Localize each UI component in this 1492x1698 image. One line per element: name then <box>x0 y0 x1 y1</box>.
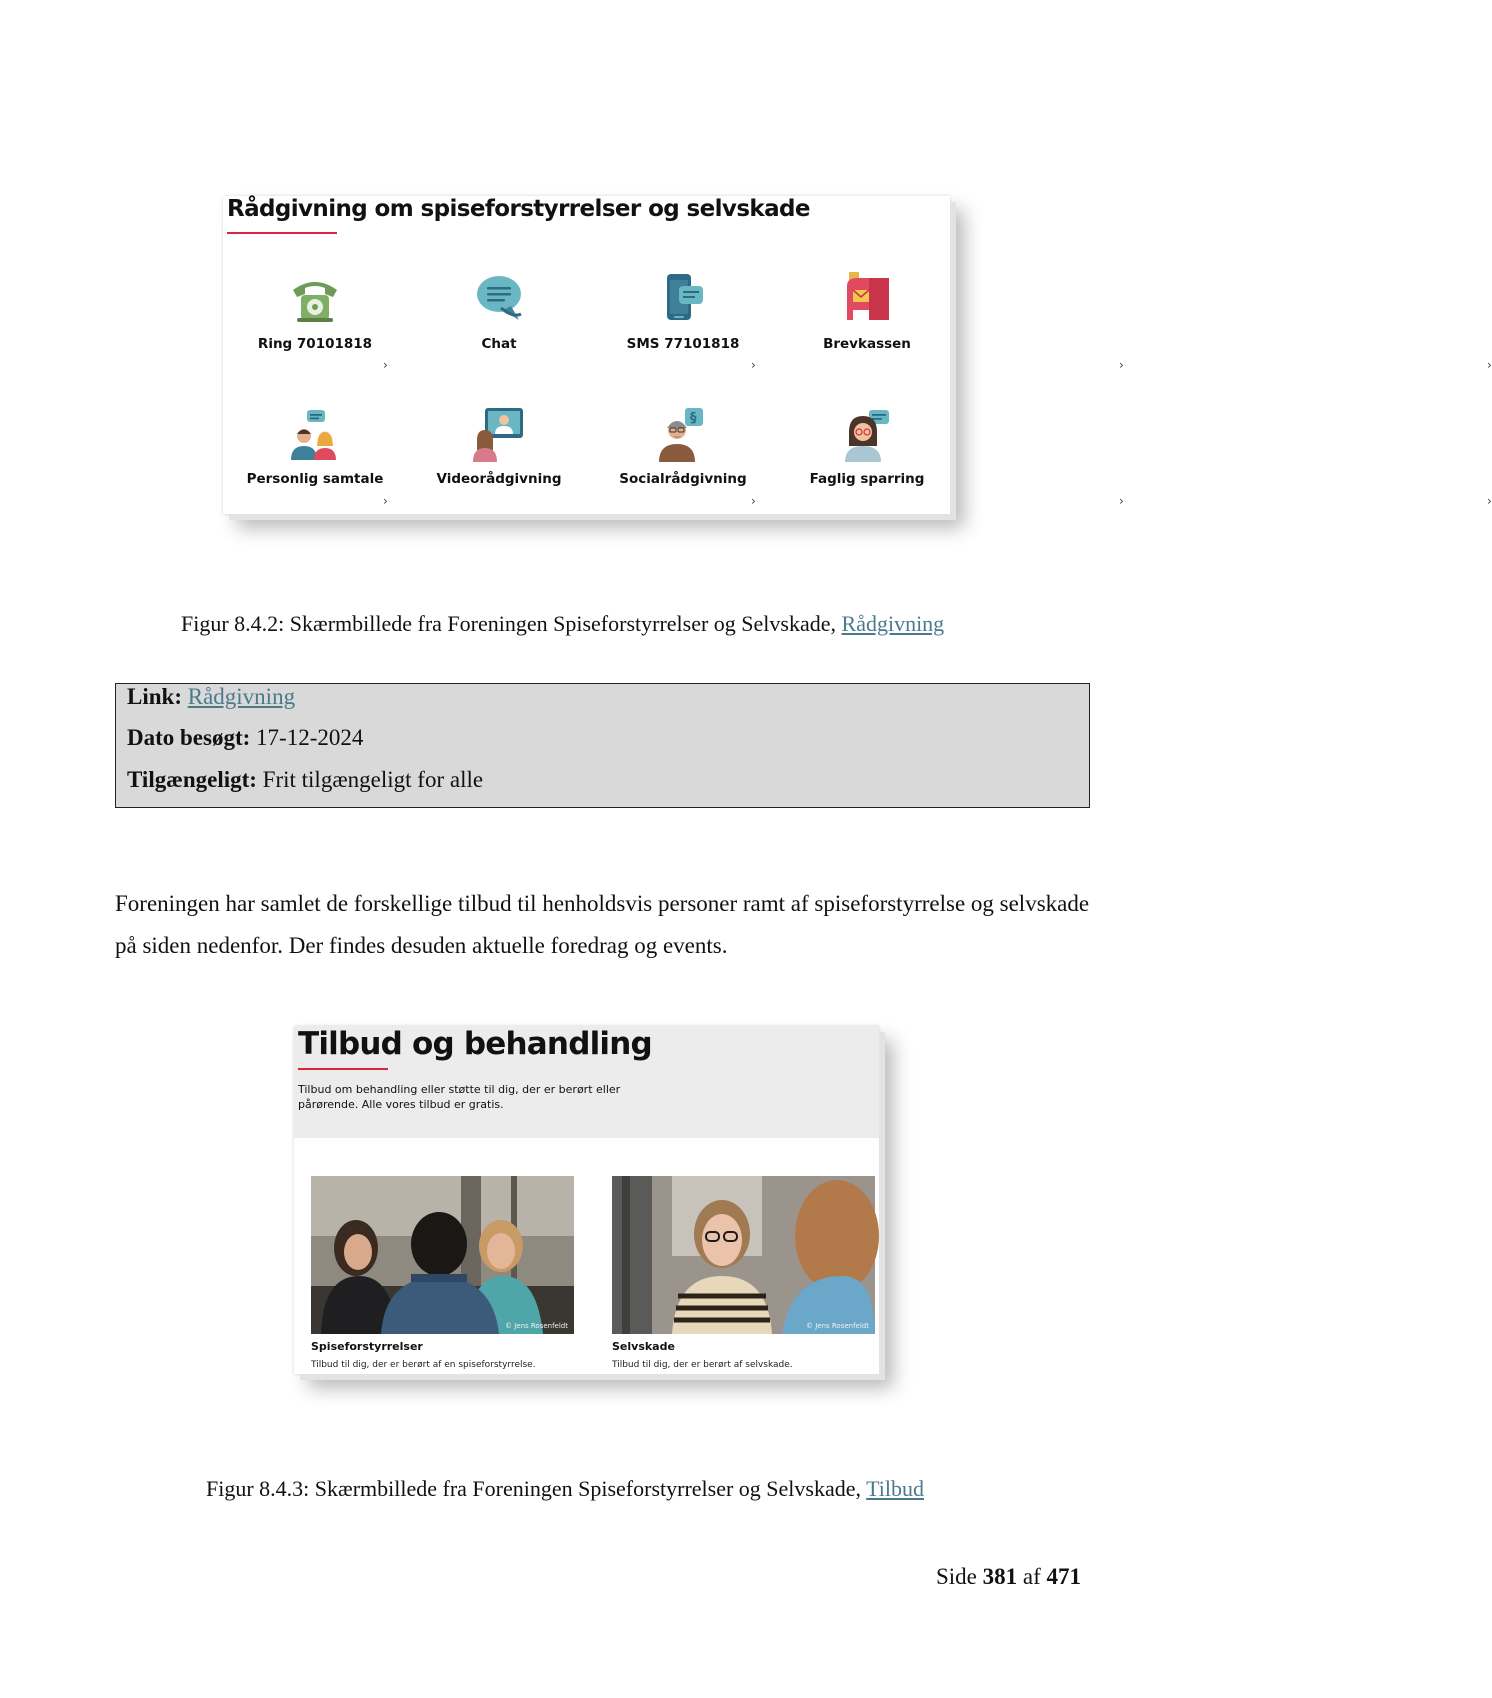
offers-subtitle: Tilbud om behandling eller støtte til dig, der er berørt eller pårørende. Alle vores tilbud er gratis. <box>298 1083 621 1111</box>
caption-link-raadgivning[interactable]: Rådgivning <box>841 611 945 636</box>
tile-label: Personlig samtale <box>246 471 384 487</box>
tile-label: Ring 70101818 <box>257 336 373 352</box>
info-access-value: Frit tilgængeligt for alle <box>262 767 484 792</box>
chevron-right-icon: › <box>1119 494 1124 508</box>
caption-text: Figur 8.4.3: Skærmbillede fra Foreningen Spiseforstyrrelser og Selvskade, <box>206 1476 867 1501</box>
offers-header <box>294 1026 879 1138</box>
tile-label: Faglig sparring <box>809 471 925 487</box>
caption-text: Figur 8.4.2: Skærmbillede fra Foreningen Spiseforstyrrelser og Selvskade, <box>181 611 842 636</box>
chevron-right-icon: › <box>1487 358 1492 372</box>
figure-offers-screenshot <box>294 1026 879 1374</box>
page-total: 471 <box>1046 1564 1082 1589</box>
page-number <box>936 1564 1081 1590</box>
mobile-sms-icon <box>655 270 711 326</box>
card-text: Tilbud til dig, der er berørt af en spiseforstyrrelse. <box>311 1360 536 1370</box>
tile-label: Chat <box>481 336 517 352</box>
tile-label: SMS 77101818 <box>626 336 740 352</box>
source-info-box <box>115 683 1090 808</box>
body-paragraph: Foreningen har samlet de forskellige tilbud til henholdsvis personer ramt af spiseforstyrrelse og selvskade på siden nedenfor. Der findes desuden aktuelle foredrag og events. <box>115 891 1090 958</box>
figure-advice-screenshot <box>223 196 1492 514</box>
photo-credit: © Jens Rosenfeldt <box>504 1322 568 1330</box>
info-date-row <box>127 725 363 751</box>
page-middle: af <box>1017 1564 1047 1589</box>
chevron-right-icon: › <box>383 358 388 372</box>
page-prefix: Side <box>936 1564 983 1589</box>
chevron-right-icon: › <box>1487 494 1492 508</box>
chevron-right-icon: › <box>383 494 388 508</box>
professional-sparring-icon <box>839 406 895 462</box>
tile-brevkassen[interactable] <box>775 270 1492 390</box>
tile-ring[interactable] <box>223 270 407 390</box>
offers-page-title: Tilbud og behandling <box>298 1026 652 1062</box>
chevron-right-icon: › <box>1119 358 1124 372</box>
figure-caption-2 <box>206 1476 924 1502</box>
social-counseling-icon <box>655 406 711 462</box>
card-photo <box>612 1176 875 1334</box>
info-link[interactable]: Rådgivning <box>187 684 296 709</box>
chevron-right-icon: › <box>751 358 756 372</box>
chevron-right-icon: › <box>751 494 756 508</box>
tile-label: Socialrådgivning <box>619 471 747 487</box>
title-underline <box>298 1068 388 1070</box>
video-counseling-icon <box>471 406 527 462</box>
chat-bubble-icon <box>471 270 527 326</box>
figure-caption-1 <box>181 611 944 637</box>
advice-page-title: Rådgivning om spiseforstyrrelser og selvskade <box>227 196 810 222</box>
tile-label: Videorådgivning <box>436 471 562 487</box>
page-current: 381 <box>982 1564 1018 1589</box>
title-underline <box>227 232 337 234</box>
caption-link-tilbud[interactable]: Tilbud <box>866 1476 924 1501</box>
info-access-row <box>127 767 483 793</box>
info-link-label: Link: <box>127 684 182 709</box>
tile-label: Brevkassen <box>823 336 911 352</box>
info-access-label: Tilgængeligt: <box>127 767 257 792</box>
card-title: Spiseforstyrrelser <box>311 1340 423 1353</box>
tile-personlig-samtale[interactable] <box>223 406 407 526</box>
photo-group-conversation <box>311 1176 574 1334</box>
info-date-value: 17-12-2024 <box>256 725 364 750</box>
mailbox-icon <box>839 270 895 326</box>
tile-faglig-sparring[interactable] <box>775 406 1492 526</box>
telephone-icon <box>287 270 343 326</box>
photo-young-woman <box>612 1176 875 1334</box>
card-text: Tilbud til dig, der er berørt af selvskade. <box>612 1360 793 1370</box>
info-date-label: Dato besøgt: <box>127 725 251 750</box>
card-photo <box>311 1176 574 1334</box>
svg-text:§: § <box>690 411 697 426</box>
card-title: Selvskade <box>612 1340 675 1353</box>
photo-credit: © Jens Rosenfeldt <box>805 1322 869 1330</box>
personal-conversation-icon <box>287 406 343 462</box>
info-link-row <box>127 684 295 710</box>
